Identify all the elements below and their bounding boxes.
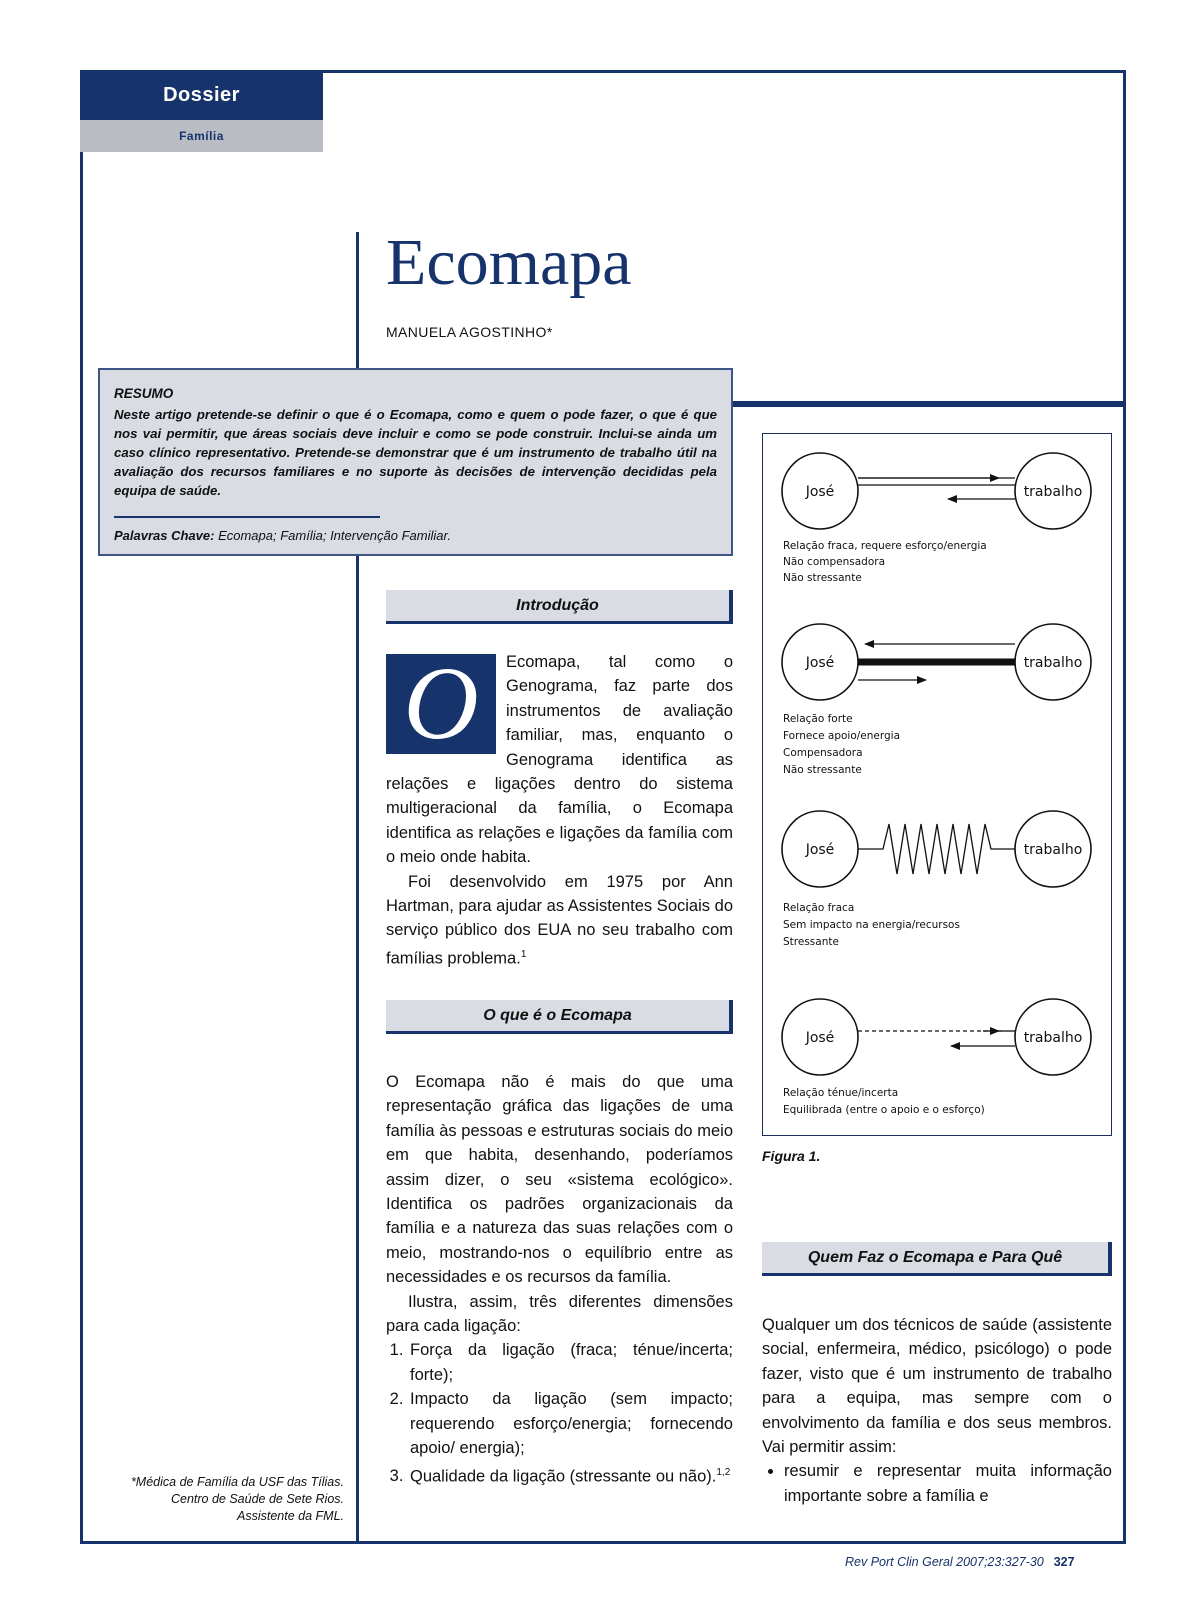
section-heading-who <box>762 1242 1112 1276</box>
drop-cap: O <box>386 654 496 754</box>
legend-line: Relação forte <box>783 713 853 725</box>
trabalho-label: trabalho <box>1023 655 1083 671</box>
legend-line: Equilibrada (entre o apoio e o esforço) <box>783 1104 985 1116</box>
trabalho-label: trabalho <box>1023 1030 1083 1046</box>
who-bullets <box>762 1459 1112 1508</box>
legend-line: Compensadora <box>783 747 863 759</box>
ecomap-figure <box>763 434 1110 1134</box>
article-author: MANUELA AGOSTINHO* <box>386 324 553 340</box>
trabalho-label: trabalho <box>1023 842 1083 858</box>
list-ref: 1,2 <box>716 1466 731 1478</box>
keywords-value: Ecomapa; Família; Intervenção Familiar. <box>218 528 451 543</box>
figure-1 <box>762 433 1112 1136</box>
figure-caption: Figura 1. <box>762 1148 821 1164</box>
dimensions-list <box>386 1338 733 1488</box>
section-heading-what <box>386 1000 733 1034</box>
list-item: 2. Impacto da ligação (sem impacto; requerendo esforço/energia; fornecendo apoio/ energia); <box>408 1387 733 1460</box>
legend-line: Relação ténue/incerta <box>783 1087 899 1099</box>
legend-line: Sem impacto na energia/recursos <box>783 919 960 931</box>
section-heading-intro <box>386 590 733 624</box>
list-item: • resumir e representar muita informação importante sobre a família e <box>784 1459 1112 1508</box>
section-heading-what-text: O que é o Ecomapa <box>483 1006 632 1024</box>
figure-panel-2 <box>782 624 1091 776</box>
legend-line: Não compensadora <box>783 556 886 568</box>
what-paragraph-2: Ilustra, assim, três diferentes dimensões para cada ligação: <box>386 1292 733 1336</box>
who-body <box>762 1313 1112 1508</box>
keywords <box>114 526 717 545</box>
jose-label: José <box>805 655 835 671</box>
intro-ref: 1 <box>520 948 527 960</box>
figure-panel-3 <box>782 811 1091 948</box>
list-item: 1. Força da ligação (fraca; ténue/incerta; forte); <box>408 1338 733 1387</box>
dossier-label: Dossier <box>163 83 240 106</box>
legend-line: Relação fraca <box>783 902 855 914</box>
who-paragraph-1: Qualquer um dos técnicos de saúde (assistente social, enfermeira, médico, psicólogo) o pode fazer, visto que é um instrumento de trabalho para a equipa, mas sempre com o envolvimento da família e dos seus membros. Vai permitir assim: <box>762 1316 1112 1457</box>
intro-paragraph-2 <box>386 870 733 971</box>
legend-line: Não stressante <box>783 764 862 776</box>
jose-label: José <box>805 842 835 858</box>
intro-paragraph-1: Ecomapa, tal como o Genograma, faz parte dos instrumentos de avaliação familiar, mas, enquanto o Genograma identifica as relações e ligações dentro do sistema multigeracional da família, o Ecomapa identifica as relações e ligações da família com o meio onde habita. <box>386 653 733 867</box>
jose-label: José <box>805 1030 835 1046</box>
section-heading-who-text: Quem Faz o Ecomapa e Para Quê <box>807 1248 1063 1266</box>
figure-panel-4 <box>782 999 1091 1116</box>
abstract-box <box>98 368 733 556</box>
legend-line: Stressante <box>783 936 839 948</box>
figure-panel-1 <box>782 453 1091 584</box>
intro-body <box>386 646 733 971</box>
keywords-label: Palavras Chave: <box>114 528 215 543</box>
legend-line: Fornece apoio/energia <box>783 730 901 742</box>
author-footnote: *Médica de Família da USF das Tílias. Centro de Saúde de Sete Rios. Assistente da FML. <box>130 1475 344 1523</box>
page-footer <box>845 1555 1075 1569</box>
legend-line: Não stressante <box>783 572 862 584</box>
jose-label: José <box>805 484 835 500</box>
intro-paragraph-2-text: Foi desenvolvido em 1975 por Ann Hartman, para ajudar as Assistentes Sociais do serviço público dos EUA no seu trabalho com famílias problema. <box>386 872 733 968</box>
journal-citation: Rev Port Clin Geral 2007;23:327-30 <box>845 1555 1044 1569</box>
section-heading-intro-text: Introdução <box>516 596 599 614</box>
stress-zigzag <box>858 824 1015 874</box>
what-paragraph-1: O Ecomapa não é mais do que uma representação gráfica das ligações de uma família às pessoas e estruturas sociais do meio em que habita, desenhando, poderíamos assim dizer, o seu «sistema ecológico». Identifica os padrões organizacionais da família e a natureza das suas relações com o meio, mostrando-nos o equilíbrio entre as necessidades e os recursos da família. <box>386 1073 733 1287</box>
trabalho-label: trabalho <box>1023 484 1083 500</box>
what-body <box>386 1070 733 1488</box>
page-number: 327 <box>1053 1555 1075 1569</box>
dossier-tab <box>80 70 323 120</box>
keywords-rule <box>114 516 380 518</box>
list-item <box>408 1461 733 1489</box>
article-title: Ecomapa <box>386 226 632 299</box>
figure-top-rule <box>727 401 1126 407</box>
abstract-heading: RESUMO <box>114 386 174 401</box>
section-tab <box>80 120 323 152</box>
legend-line: Relação fraca, requere esforço/energia <box>783 540 987 552</box>
abstract-text: Neste artigo pretende-se definir o que é o Ecomapa, como e quem o pode fazer, o que é que nos vai permitir, que áreas sociais deve incluir e como se pode construir. Inclui-se ainda um caso clínico representativo. Pretende-se demonstrar que é um instrumento de trabalho útil na avaliação dos recursos familiares e no suporte às decisões de intervenção decididas pela equipa de saúde. <box>114 407 717 498</box>
list-item-text: Qualidade da ligação (stressante ou não). <box>410 1467 717 1485</box>
section-label: Família <box>179 129 224 143</box>
